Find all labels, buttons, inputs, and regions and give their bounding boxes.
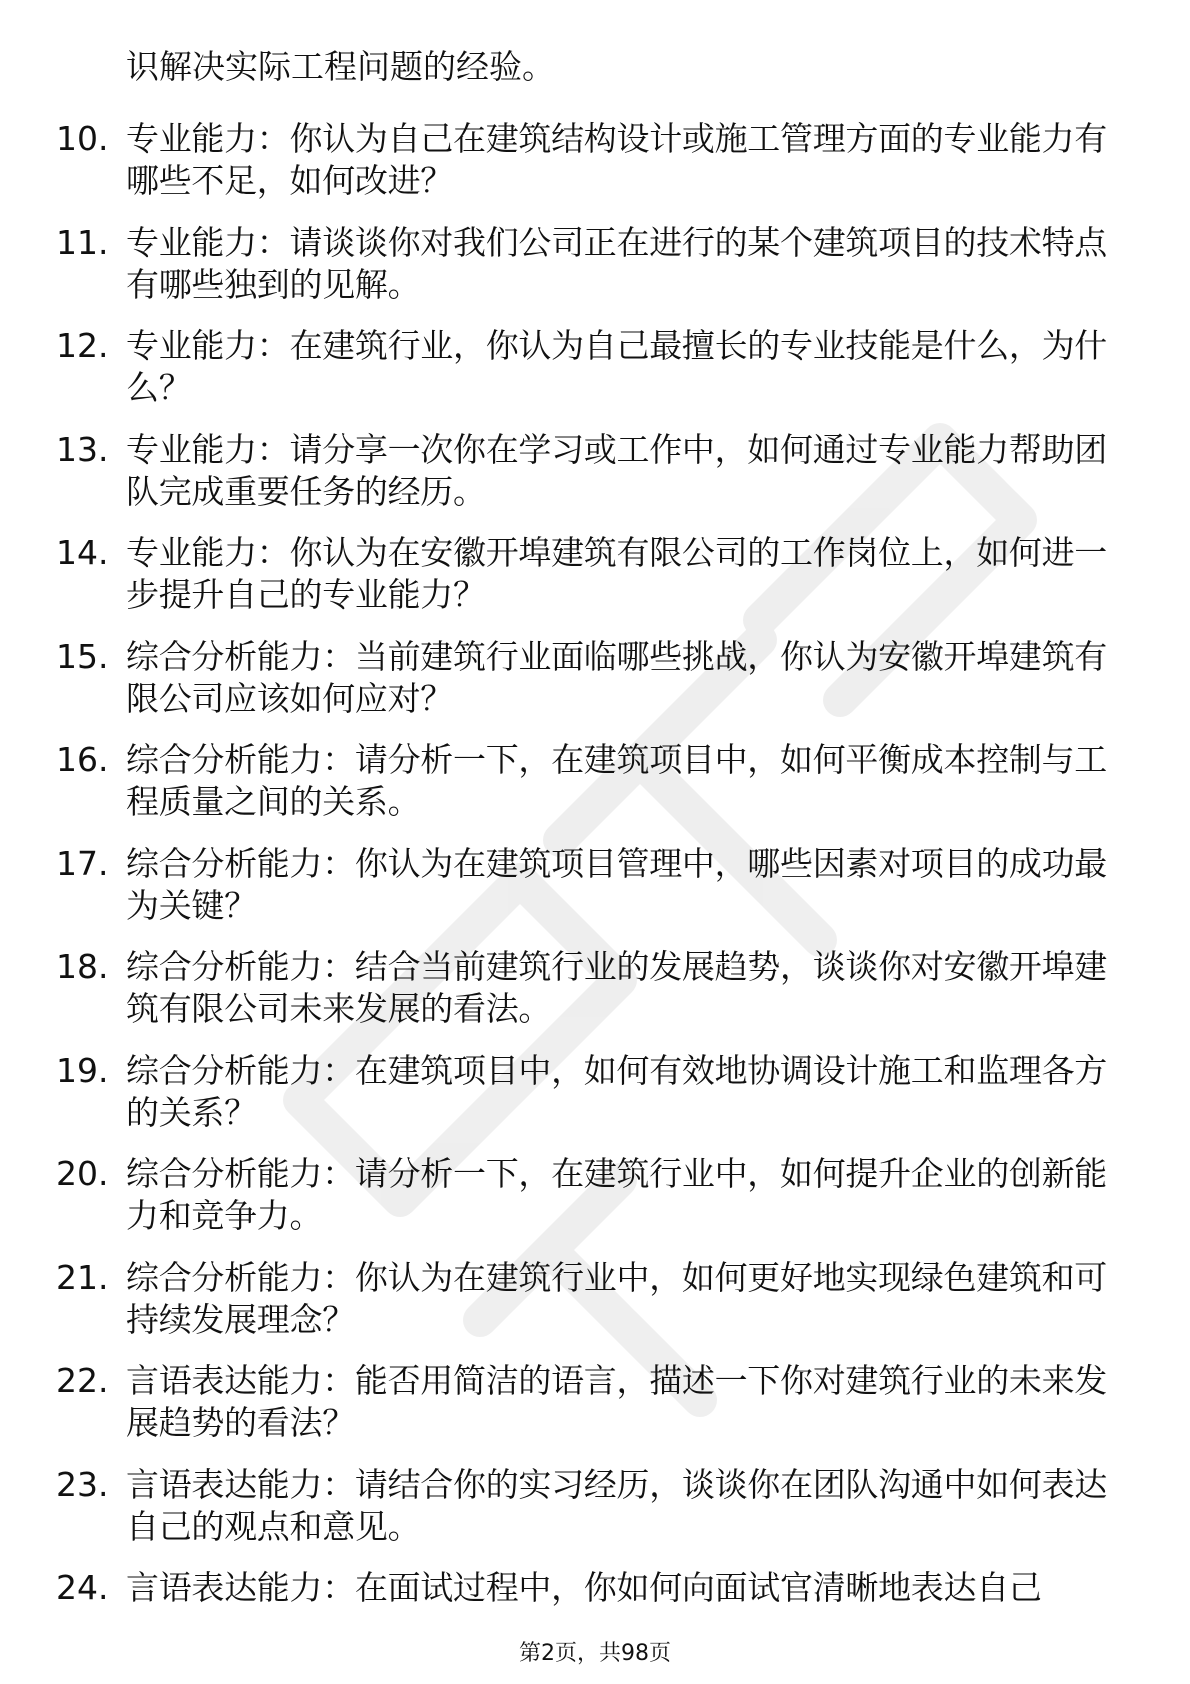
question-number: 17. <box>56 843 109 883</box>
question-text: 综合分析能力：当前建筑行业面临哪些挑战，你认为安徽开埠建筑有限公司应该如何应对？ <box>126 636 1108 718</box>
question-number: 18. <box>56 947 109 986</box>
question-number: 23. <box>56 1464 109 1504</box>
question-text: 综合分析能力：在建筑项目中，如何有效地协调设计施工和监理各方的关系？ <box>126 1050 1108 1132</box>
question-item <box>0 1038 1190 1142</box>
question-number: 21. <box>56 1257 109 1297</box>
question-item <box>0 1245 1190 1349</box>
question-number: 10. <box>56 119 109 158</box>
question-number: 14. <box>56 533 109 572</box>
question-item <box>0 831 1190 935</box>
question-number: 16. <box>56 740 109 779</box>
question-list <box>0 106 1190 1659</box>
question-item <box>0 1452 1190 1556</box>
question-text: 专业能力：请分享一次你在学习或工作中，如何通过专业能力帮助团队完成重要任务的经历。 <box>126 429 1108 511</box>
question-number: 15. <box>56 636 109 676</box>
question-text: 言语表达能力：请结合你的实习经历，谈谈你在团队沟通中如何表达自己的观点和意见。 <box>126 1464 1108 1546</box>
question-item <box>0 106 1190 210</box>
question-number: 13. <box>56 429 109 469</box>
question-text: 专业能力：在建筑行业，你认为自己最擅长的专业技能是什么，为什么？ <box>126 326 1108 407</box>
question-number: 12. <box>56 326 109 365</box>
question-item <box>0 1141 1190 1245</box>
question-text: 专业能力：你认为在安徽开埠建筑有限公司的工作岗位上，如何进一步提升自己的专业能力？ <box>126 533 1108 614</box>
question-text: 综合分析能力：结合当前建筑行业的发展趋势，谈谈你对安徽开埠建筑有限公司未来发展的看法。 <box>126 947 1108 1028</box>
continued-text: 识解决实际工程问题的经验。 <box>126 47 555 86</box>
question-item <box>0 313 1190 417</box>
question-item <box>0 520 1190 624</box>
question-item <box>0 727 1190 831</box>
question-text: 综合分析能力：你认为在建筑行业中，如何更好地实现绿色建筑和可持续发展理念？ <box>126 1257 1108 1339</box>
question-text: 专业能力：你认为自己在建筑结构设计或施工管理方面的专业能力有哪些不足，如何改进？ <box>126 119 1108 200</box>
question-text: 综合分析能力：请分析一下，在建筑项目中，如何平衡成本控制与工程质量之间的关系。 <box>126 740 1108 821</box>
page-footer: 第2页，共98页 <box>519 1641 671 1666</box>
question-number: 24. <box>56 1568 109 1607</box>
question-text: 综合分析能力：你认为在建筑项目管理中，哪些因素对项目的成功最为关键？ <box>126 843 1108 925</box>
question-item <box>0 934 1190 1038</box>
question-item <box>0 1348 1190 1452</box>
question-text: 综合分析能力：请分析一下，在建筑行业中，如何提升企业的创新能力和竞争力。 <box>126 1154 1108 1235</box>
question-text: 专业能力：请谈谈你对我们公司正在进行的某个建筑项目的技术特点有哪些独到的见解。 <box>126 222 1108 304</box>
question-item <box>0 210 1190 314</box>
question-number: 19. <box>56 1050 109 1090</box>
question-number: 22. <box>56 1361 109 1400</box>
question-text: 言语表达能力：能否用简洁的语言，描述一下你对建筑行业的未来发展趋势的看法？ <box>126 1361 1108 1442</box>
question-text: 言语表达能力：在面试过程中，你如何向面试官清晰地表达自己 <box>126 1568 1042 1607</box>
question-item <box>0 624 1190 728</box>
question-number: 11. <box>56 222 109 262</box>
question-item <box>0 417 1190 521</box>
question-number: 20. <box>56 1154 109 1193</box>
